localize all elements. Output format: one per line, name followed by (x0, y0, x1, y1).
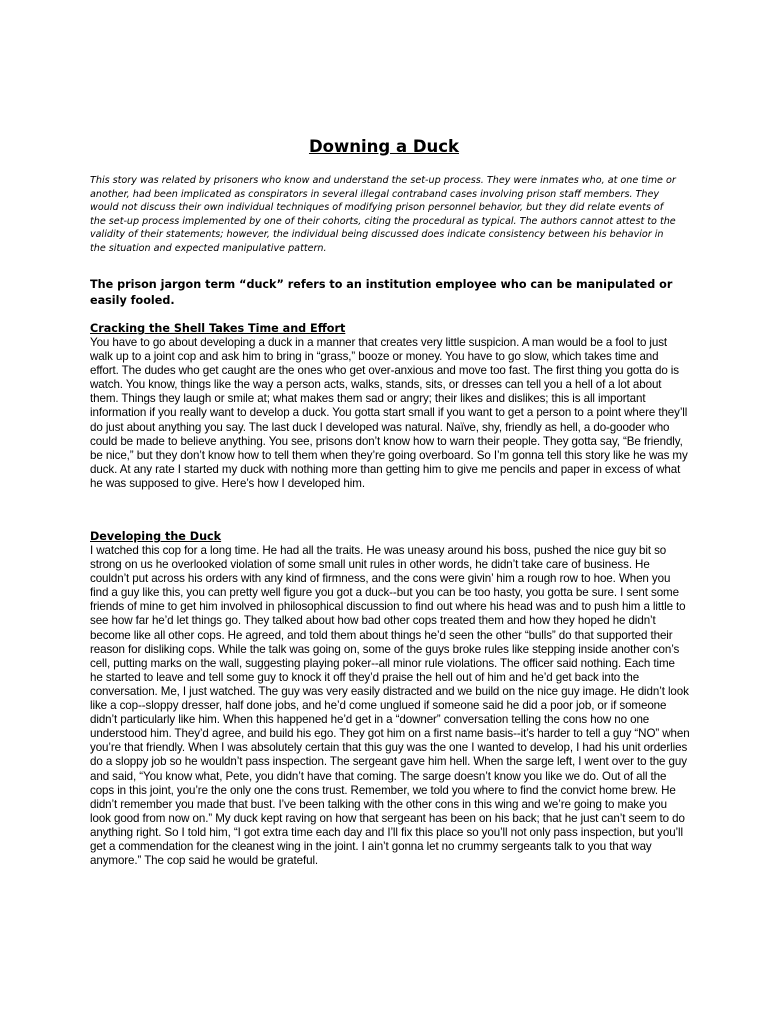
section-body: You have to go about developing a duck in a manner that creates very little suspicion. A man would be a fool to just walk up to a joint cop and ask him to bring in “grass,” booze or money. You have to go slow, which takes time and effort. The dudes who get caught are the ones who get over-anxious and move too fast. The first thing you gotta do is watch. You know, things like the way a person acts, walks, stands, sits, or dresses can tell you a hell of a lot about them. Things they laugh or smile at; what makes them sad or angry; their likes and dislikes; this is all important information if you really want to develop a duck. You gotta start small if you want to get a person to a point where they’ll do just about anything you say. The last duck I developed was natural. Naïve, shy, friendly as hell, a do-gooder who could be made to believe anything. You see, prisons don’t know how to warn their people. They gotta say, “Be friendly, be nice,” but they don’t know how to tell them when they’re going overboard. So I’m gonna tell this story like he was my duck. At any rate I started my duck with nothing more than getting him to give me pencils and paper in excess of what he was supposed to give. Here’s how I developed him. (90, 336, 688, 490)
section-heading: Cracking the Shell Takes Time and Effort (90, 322, 346, 335)
section-heading: Developing the Duck (90, 530, 222, 543)
intro-paragraph: This story was related by prisoners who know and understand the set-up process. They were inmates who, at one time or another, had been implicated as conspirators in several illegal contraband cases involving prison staff members. They would not discuss their own individual techniques of modifying prison personnel behavior, but they did relate events of the set-up process implemented by one of their cohorts, citing the procedural as typical. The authors cannot attest to the validity of their statements; however, the individual being discussed does indicate consistency between his behavior in the situation and expected manipulative pattern. (90, 175, 676, 254)
document-title: Downing a Duck (308, 137, 460, 156)
section-body: I watched this cop for a long time. He had all the traits. He was uneasy around his boss, pushed the nice guy bit so strong on us he overlooked violation of some small unit rules in other words, he didn’t take care of business. He couldn’t put across his orders with any kind of firmness, and the cons were givin’ him a rough row to hoe. When you find a guy like this, you can pretty well figure you got a duck--but you can be too hasty, you gotta be sure. I sent some friends of mine to get him involved in philosophical discussion to find out where his head was and to push him a little to see how far he’d let things go. They talked about how bad other cops treated them and how they hoped he didn’t become like all other cops. He agreed, and told them about things he’d seen the other “bulls” do that supported their reason for disliking cops. While the talk was going on, some of the guys broke rules like stepping inside another con’s cell, putting marks on the wall, suggesting playing poker--all minor rule violations. The officer said nothing. Each time he started to leave and tell some guy to knock it off they’d praise the hell out of him and he’d get back into the conversation. Me, I just watched. The guy was very easily distracted and we build on the nice guy image. He didn’t look like a cop--sloppy dresser, half done jobs, and he’d come unglued if someone said he did a poor job, or if someone didn’t particularly like him. When this happened he’d get in a “downer” conversation telling the cons how no one understood him. They’d agree, and build his ego. They got him on a first name basis--it’s harder to tell a guy “NO” when you’re that friendly. When I was absolutely certain that this guy was the one I wanted to develop, I had his unit orderlies do a sloppy job so he wouldn’t pass inspection. The sergeant gave him hell. When the sarge left, I went over to the guy and said, “You know what, Pete, you didn’t have that coming. The sarge doesn’t know you like we do. Out of all the cops in this joint, you’re the only one the cons trust. Remember, we told you where to find the convict home brew. He didn’t remember you made that bust. I’ve been talking with the other cons in this wing and we’re going to make you look good from now on.” My duck kept raving on how that sergeant has been on his back; that he just can’t seem to do anything right. So I told him, “I got extra time each day and I’ll fix this place so you’ll not only pass inspection, but you’ll get a commendation for the cleanest wing in the joint. I ain’t gonna let no crummy sergeants talk to you that way anymore.” The cop said he would be grateful. (90, 544, 690, 868)
section-cracking-the-shell (90, 322, 690, 491)
lead-definition: The prison jargon term “duck” refers to an institution employee who can be manipulated or easily fooled. (90, 278, 673, 307)
section-developing-the-duck (90, 530, 690, 868)
